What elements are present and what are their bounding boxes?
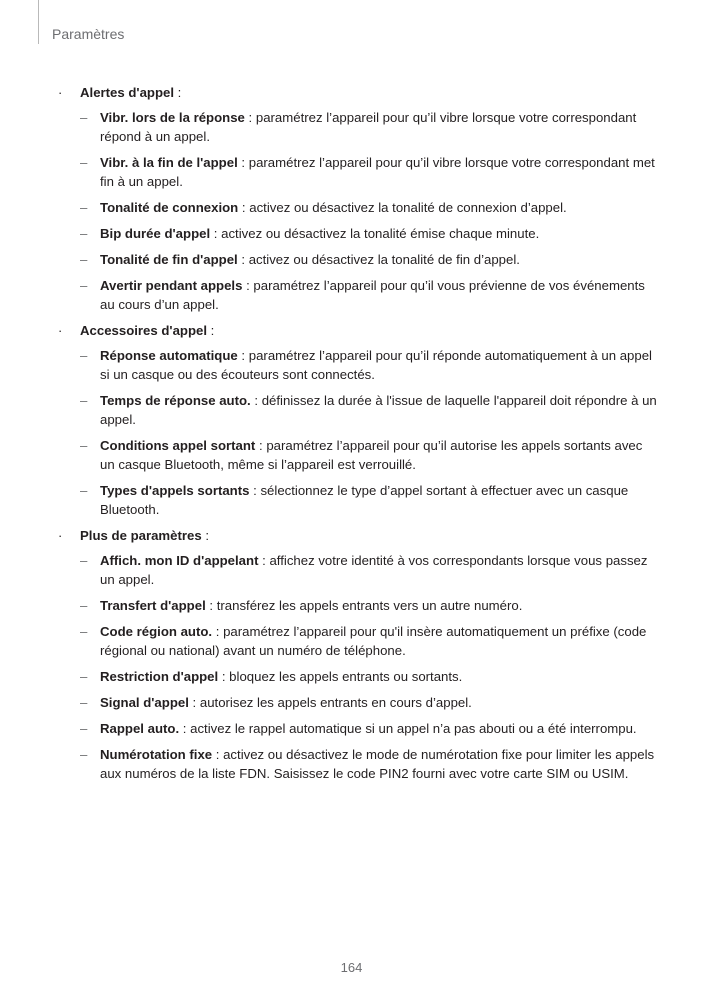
setting-item bbox=[80, 391, 658, 429]
setting-name: Tonalité de connexion bbox=[100, 200, 239, 215]
bullet-icon: · bbox=[58, 528, 63, 543]
dash-icon: – bbox=[80, 200, 88, 215]
setting-description: : paramétrez l’appareil pour qu’il vibre lorsque votre correspondant répond à un appel. bbox=[100, 110, 637, 144]
setting-name: Avertir pendant appels bbox=[100, 278, 243, 293]
setting-name: Rappel auto. bbox=[100, 721, 180, 736]
settings-section bbox=[58, 83, 658, 314]
setting-item bbox=[80, 551, 658, 589]
dash-icon: – bbox=[80, 252, 88, 267]
setting-item bbox=[80, 436, 658, 474]
section-heading bbox=[80, 321, 658, 340]
page-number: 164 bbox=[340, 960, 363, 975]
setting-name: Affich. mon ID d'appelant bbox=[100, 553, 259, 568]
dash-icon: – bbox=[80, 695, 88, 710]
setting-name: Vibr. lors de la réponse bbox=[100, 110, 245, 125]
bullet-icon: · bbox=[58, 85, 63, 100]
setting-name: Types d'appels sortants bbox=[100, 483, 250, 498]
header-rule bbox=[38, 0, 39, 44]
setting-description: : définissez la durée à l'issue de laquelle l'appareil doit répondre à un appel. bbox=[100, 393, 657, 427]
setting-item-list bbox=[80, 551, 658, 783]
setting-item bbox=[80, 745, 658, 783]
setting-name: Restriction d'appel bbox=[100, 669, 219, 684]
setting-name: Conditions appel sortant bbox=[100, 438, 256, 453]
settings-description-list bbox=[58, 83, 658, 790]
setting-item bbox=[80, 346, 658, 384]
section-title: Accessoires d'appel bbox=[80, 323, 208, 338]
setting-item bbox=[80, 224, 658, 243]
setting-item-list bbox=[80, 346, 658, 519]
dash-icon: – bbox=[80, 747, 88, 762]
section-heading bbox=[80, 526, 658, 545]
section-title: Plus de paramètres bbox=[80, 528, 202, 543]
settings-section bbox=[58, 321, 658, 519]
setting-description: : paramétrez l’appareil pour qu’il vibre lorsque votre correspondant met fin à un appel. bbox=[100, 155, 655, 189]
setting-description: : activez ou désactivez la tonalité émise chaque minute. bbox=[210, 226, 540, 241]
dash-icon: – bbox=[80, 278, 88, 293]
setting-item-list bbox=[80, 108, 658, 314]
setting-description: : bloquez les appels entrants ou sortants. bbox=[218, 669, 463, 684]
dash-icon: – bbox=[80, 155, 88, 170]
setting-description: : activez ou désactivez le mode de numérotation fixe pour limiter les appels aux numéros de la liste FDN. Saisissez le code PIN2 fourni avec votre carte SIM ou USIM. bbox=[100, 747, 655, 781]
setting-item bbox=[80, 276, 658, 314]
settings-section bbox=[58, 526, 658, 783]
setting-description: : paramétrez l’appareil pour qu'il insère automatiquement un préfixe (code régional ou national) avant un numéro de téléphone. bbox=[100, 624, 647, 658]
setting-name: Temps de réponse auto. bbox=[100, 393, 251, 408]
section-colon: : bbox=[174, 85, 182, 100]
setting-item bbox=[80, 153, 658, 191]
setting-name: Vibr. à la fin de l'appel bbox=[100, 155, 238, 170]
section-colon: : bbox=[207, 323, 215, 338]
bullet-icon: · bbox=[58, 323, 63, 338]
dash-icon: – bbox=[80, 669, 88, 684]
setting-item bbox=[80, 198, 658, 217]
setting-description: : activez ou désactivez la tonalité de connexion d’appel. bbox=[238, 200, 567, 215]
dash-icon: – bbox=[80, 483, 88, 498]
dash-icon: – bbox=[80, 553, 88, 568]
dash-icon: – bbox=[80, 598, 88, 613]
setting-item bbox=[80, 667, 658, 686]
dash-icon: – bbox=[80, 624, 88, 639]
setting-description: : paramétrez l’appareil pour qu’il vous prévienne de vos événements au cours d’un appel. bbox=[100, 278, 645, 312]
setting-name: Réponse automatique bbox=[100, 348, 238, 363]
dash-icon: – bbox=[80, 438, 88, 453]
setting-name: Transfert d'appel bbox=[100, 598, 206, 613]
setting-name: Numérotation fixe bbox=[100, 747, 213, 762]
setting-description: : transférez les appels entrants vers un autre numéro. bbox=[205, 598, 523, 613]
setting-item bbox=[80, 108, 658, 146]
setting-item bbox=[80, 481, 658, 519]
setting-description: : activez ou désactivez la tonalité de fin d’appel. bbox=[237, 252, 520, 267]
setting-description: : paramétrez l’appareil pour qu’il autorise les appels sortants avec un casque Bluetooth, même si l’appareil est verrouillé. bbox=[100, 438, 643, 472]
section-colon: : bbox=[201, 528, 210, 543]
setting-description: : paramétrez l’appareil pour qu’il réponde automatiquement à un appel si un casque ou des écouteurs sont connectés. bbox=[100, 348, 652, 382]
dash-icon: – bbox=[80, 226, 88, 241]
setting-name: Signal d'appel bbox=[100, 695, 189, 710]
setting-description: : autorisez les appels entrants en cours d’appel. bbox=[188, 695, 472, 710]
dash-icon: – bbox=[80, 721, 88, 736]
setting-item bbox=[80, 250, 658, 269]
setting-name: Tonalité de fin d'appel bbox=[100, 252, 238, 267]
setting-description: : affichez votre identité à vos correspondants lorsque vous passez un appel. bbox=[100, 553, 648, 587]
setting-description: : sélectionnez le type d’appel sortant à effectuer avec un casque Bluetooth. bbox=[100, 483, 629, 517]
setting-item bbox=[80, 596, 658, 615]
setting-item bbox=[80, 719, 658, 738]
setting-description: : activez le rappel automatique si un appel n’a pas abouti ou a été interrompu. bbox=[179, 721, 637, 736]
section-heading bbox=[80, 83, 658, 102]
setting-name: Code région auto. bbox=[100, 624, 213, 639]
setting-item bbox=[80, 622, 658, 660]
section-title: Alertes d'appel bbox=[80, 85, 175, 100]
setting-item bbox=[80, 693, 658, 712]
dash-icon: – bbox=[80, 348, 88, 363]
setting-name: Bip durée d'appel bbox=[100, 226, 211, 241]
page-header-title: Paramètres bbox=[52, 26, 125, 42]
dash-icon: – bbox=[80, 110, 88, 125]
dash-icon: – bbox=[80, 393, 88, 408]
